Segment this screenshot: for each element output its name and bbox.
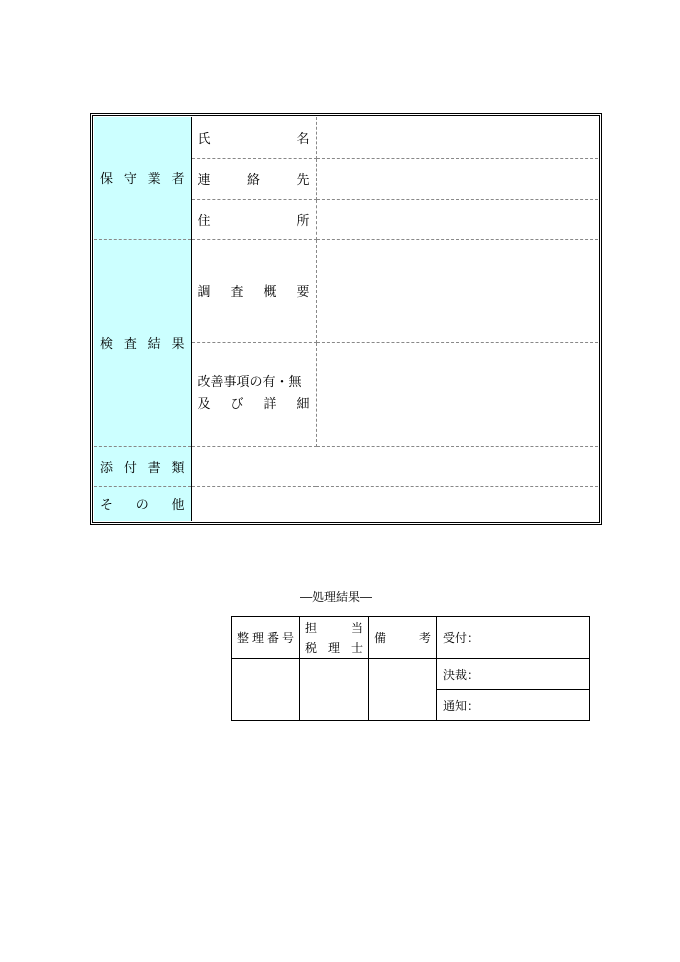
address-label: 住 所 xyxy=(197,213,310,229)
name-label-cell xyxy=(191,117,316,158)
survey-label-cell xyxy=(191,239,316,342)
name-field[interactable] xyxy=(316,117,598,158)
contact-field[interactable] xyxy=(316,158,598,199)
inspection-label: 検 査 結 果 xyxy=(100,337,185,352)
name-label: 氏 名 xyxy=(197,131,310,147)
tax-label-line2: 税 理 士 xyxy=(305,640,363,655)
other-label: そ の 他 xyxy=(100,498,185,514)
maintainer-label-cell xyxy=(94,117,191,239)
number-field[interactable] xyxy=(232,659,300,721)
survey-label: 調 査 概 要 xyxy=(197,285,310,300)
address-label-cell xyxy=(191,199,316,239)
improvement-label-line2: 及 び 詳 細 xyxy=(197,397,310,412)
approval-cell[interactable] xyxy=(437,659,590,690)
tax-accountant-header xyxy=(300,617,369,659)
improvement-label-cell xyxy=(191,342,316,446)
maintainer-label: 保 守 業 者 xyxy=(100,172,185,188)
number-label: 整 理 番 号 xyxy=(237,631,294,645)
inspection-label-cell xyxy=(94,239,191,446)
remarks-field[interactable] xyxy=(369,659,437,721)
remarks-label: 備 考 xyxy=(374,631,431,645)
contact-label-cell xyxy=(191,158,316,199)
other-field[interactable] xyxy=(191,486,598,521)
processing-result-title: ―処理結果― xyxy=(300,590,373,604)
number-header xyxy=(232,617,300,659)
tax-accountant-field[interactable] xyxy=(300,659,369,721)
improvement-field[interactable] xyxy=(316,342,598,446)
survey-field[interactable] xyxy=(316,239,598,342)
processing-result-table xyxy=(231,616,590,721)
address-field[interactable] xyxy=(316,199,598,239)
attachments-label: 添 付 書 類 xyxy=(100,460,185,476)
attachments-field[interactable] xyxy=(191,446,598,486)
tax-label-line1: 担 当 xyxy=(305,620,363,635)
improvement-label-line1: 改善事項の有・無 xyxy=(197,375,302,390)
approval-label: 決裁： xyxy=(443,667,480,682)
other-label-cell xyxy=(94,486,191,521)
attachments-label-cell xyxy=(94,446,191,486)
inspection-report-form xyxy=(90,113,602,525)
remarks-header xyxy=(369,617,437,659)
notice-label: 通知： xyxy=(443,698,480,713)
notice-cell[interactable] xyxy=(437,690,590,721)
contact-label: 連 絡 先 xyxy=(197,173,310,188)
receipt-label: 受付： xyxy=(443,631,480,645)
receipt-cell[interactable] xyxy=(437,617,590,659)
